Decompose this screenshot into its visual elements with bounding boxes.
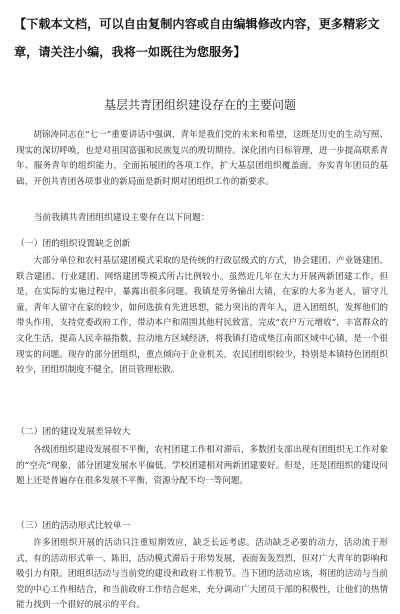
section-3-body: 许多团组织开展的活动只注重短期效应，缺乏长远考虑。活动缺乏必要的动力，活动流于形式，有的活动形式单一、陈旧，活动模式滞后于形势发展，表面轰轰烈烈，但对广大青年的影响和吸引力有限。团组织活动与当前党的建设和政府工作脱节。当下团的活动应该，将团的活动与当前党的中心工作相结合，和当前政府工作结合起来，充分调动广大团员干部的积极性，让他们的热情能力找到一个很好的展示的平台。 xyxy=(16,538,388,611)
section-2-heading: （二）团的建设发展差异较大 xyxy=(16,427,131,437)
document-title: 基层共青团组织建设存在的主要问题 xyxy=(103,98,296,112)
download-notice: 【下载本文档，可以自由复制内容或自由编辑修改内容，更多精彩文章，请关注小编，我将一如既往为您服务】 xyxy=(14,17,380,59)
section-1-body: 大部分单位和农村基层建团模式采取的是传统的行政层级式的方式，协会建团、产业链建团、联合建团、行业建团、网络建团等模式所占比例较小。虽然近几年在大力开展两新团建工作，但是，在实际的实施过程中，暴露出很多问题。我镇是劳务输出大镇，在家的大多为老人，留守儿童，青年人留守在家的较少，如何选拔有先进思想，能力突出的青年人，进入团组织，发挥他们的带头作用，支持党委政府工作，带动本户和周围其他村民致富，完成“农户万元增收”，丰富群众的文化生活，提高人民幸福指数，拉动地方区域经济，将我镇打造成垫江南部区域中心镇，是一个很现实的问题。现存的部分团组织，重点倾向于企业机关，农民团组织较少，特别是本镇特色团组织较少，团组织制度不健全，团员管理松散。 xyxy=(16,256,388,376)
intro-paragraph: 胡锦涛同志在“七一”重要讲话中强调，青年是我们党的未来和希望，这既是历史的生动写照、现实的深切呼唤，也是对祖国富强和民族复兴的殷切期待。深化团内目标管理，进一步提高联系青年、服务青年的组织能力，全面拓展团的各项工作，扩大基层团组织覆盖面，夯实青年团员的基础，开创共青团各项事业的新局面是新时期对团组织工作的新要求。 xyxy=(16,130,388,187)
section-3-heading: （三）团的活动形式比较单一 xyxy=(16,521,131,531)
section-2-body: 各级团组织建设发展很不平衡，农村团建工作相对滞后，多数团支部出现有团组织无工作对象的“空壳”现象，部分团建发展水平偏低。学校团建相对两新团建要好。但是，还是团组织的建设问题上还是普遍存在很多发展不平衡，资源分配不均一等问题。 xyxy=(16,445,388,487)
section-1-heading: （一）团的组织设置缺乏创新 xyxy=(16,239,131,249)
lead-sentence: 当前我镇共青团组织建设主要存在以下问题： xyxy=(33,213,210,223)
